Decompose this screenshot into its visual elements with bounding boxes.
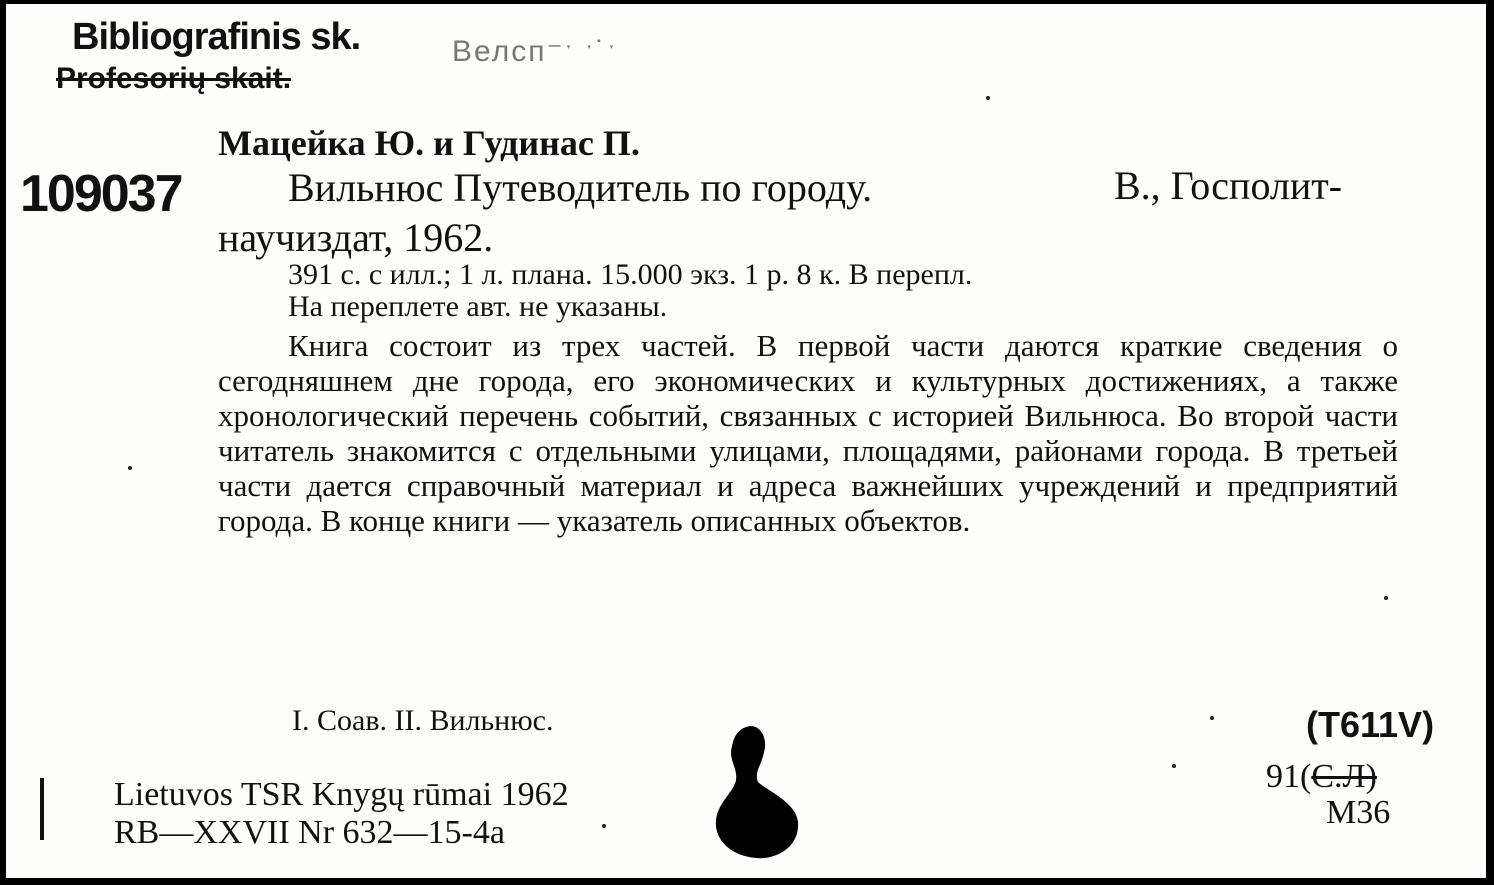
speck <box>1210 716 1214 720</box>
shelf-classmark: (Т611V) <box>1306 704 1435 745</box>
udc-struck-part: С.Л) <box>1311 758 1377 795</box>
ink-blot <box>706 722 806 862</box>
tracings: I. Соав. II. Вильнюс. <box>292 704 554 737</box>
udc-prefix: 91( <box>1266 758 1312 795</box>
stamp-bibliographic: Bibliografinis sk. <box>72 16 361 58</box>
collation-line: 391 с. с илл.; 1 л. плана. 15.000 экз. 1 р. 8 к. В перепл. <box>288 258 973 291</box>
annotation-paragraph: Книга состоит из трех частей. В первой части даются краткие сведения о сегодняшнем дне города, его экономических и культурных достижениях, а также хронологический перечень событий, связанных с историей Вильнюса. Во второй части читатель знакомится с отдельными улицами, площадями, районами города. В третьей части дается справочный материал и адреса важнейших учреждений и предприятий города. В конце книги — указатель описанных объектов. <box>218 328 1398 538</box>
udc-code <box>1266 758 1377 796</box>
publisher-name-year: научиздат, 1962. <box>218 215 494 260</box>
margin-mark <box>40 778 44 840</box>
speck <box>986 96 990 100</box>
speck <box>1172 764 1176 768</box>
binding-note: На переплете авт. не указаны. <box>288 290 668 323</box>
author-heading: Мацейка Ю. и Гудинас П. <box>218 123 640 163</box>
accession-number: 109037 <box>20 165 182 223</box>
catalog-card <box>6 4 1486 878</box>
stamp-professors-struck: Profesorių skait. <box>56 62 292 95</box>
stamp-faded-text: Велсп⁻ˑ ˑ˙ˑ <box>452 35 618 68</box>
publisher-place: В., Госполит- <box>1114 163 1343 208</box>
speck <box>1384 596 1388 600</box>
book-title: Вильнюс Путеводитель по городу. <box>288 165 873 210</box>
imprint-line-1: Lietuvos TSR Knygų rūmai 1962 <box>114 776 569 813</box>
imprint-line-2: RB—XXVII Nr 632—15-4a <box>114 814 505 851</box>
speck <box>602 824 606 828</box>
cutter-number: М36 <box>1326 794 1391 831</box>
speck <box>128 466 132 470</box>
